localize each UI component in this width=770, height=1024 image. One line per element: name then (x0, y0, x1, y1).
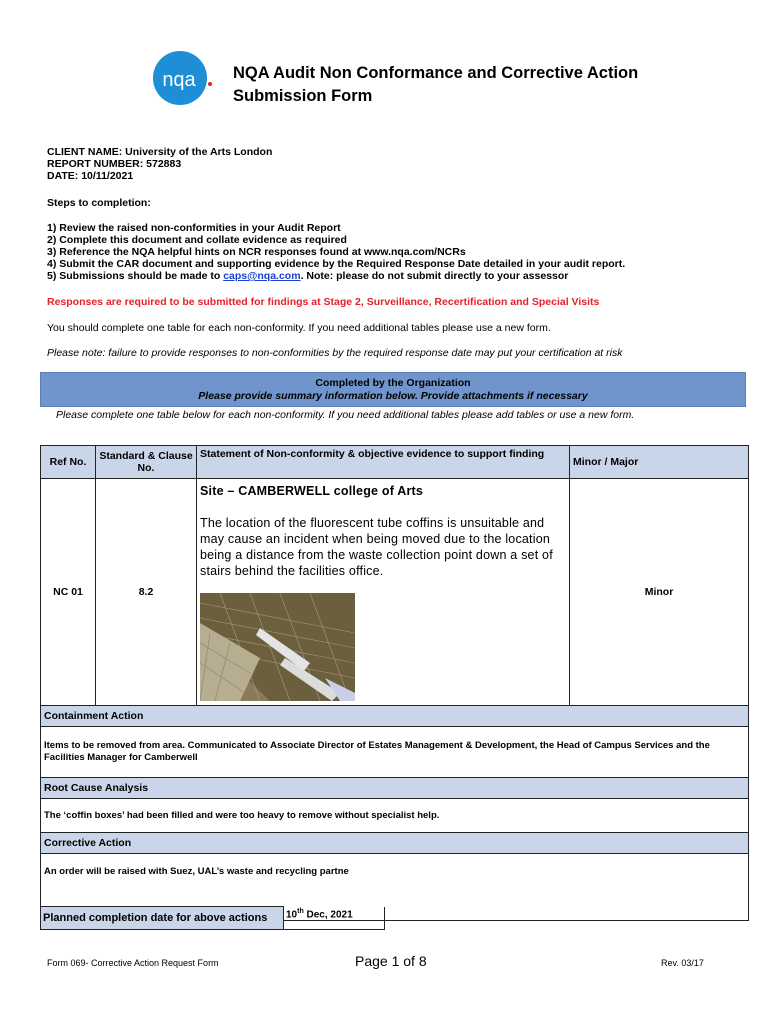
grade-header: Minor / Major (570, 446, 749, 479)
report-date: DATE: 10/11/2021 (47, 170, 134, 182)
planned-row (40, 906, 385, 930)
step-item: 5) Submissions should be made to caps@nqa.com. Note: please do not submit directly to your assessor (47, 270, 569, 282)
planned-label: Planned completion date for above actions (41, 907, 284, 930)
table-note: You should complete one table for each non-conformity. If you need additional tables please use a new form. (47, 322, 551, 334)
corrective-text: An order will be raised with Suez, UAL’s waste and recycling partne (41, 854, 749, 921)
statement-text: The location of the fluorescent tube coffins is unsuitable and may cause an incident when being moved due to the location being a distance from the waste collection point down a set of stairs behind the facilities office. (200, 516, 553, 578)
clause-cell: 8.2 (96, 479, 197, 706)
evidence-photo (200, 593, 566, 701)
steps-list (47, 222, 625, 282)
statement-header: Statement of Non-conformity & objective evidence to support finding (197, 446, 570, 479)
page-title: NQA Audit Non Conformance and Corrective Action Submission Form (233, 64, 639, 105)
table-row (41, 479, 749, 706)
planned-date: 10th Dec, 2021 (284, 907, 385, 930)
site-label: Site – CAMBERWELL college of Arts (200, 484, 424, 498)
step-item: 4) Submit the CAR document and supporting evidence by the Required Response Date detailed in your audit report. (47, 258, 626, 270)
clause-header: Standard & Clause No. (96, 446, 197, 479)
footer-rev: Rev. 03/17 (661, 958, 704, 968)
step-item: 2) Complete this document and collate evidence as required (47, 234, 347, 246)
footer-form: Form 069- Corrective Action Request Form (47, 958, 219, 968)
client-info (47, 146, 272, 182)
stage-notice: Responses are required to be submitted for findings at Stage 2, Surveillance, Recertification and Special Visits (47, 296, 600, 308)
client-name: CLIENT NAME: University of the Arts London (47, 146, 273, 158)
ref-header: Ref No. (41, 446, 96, 479)
containment-heading: Containment Action (41, 706, 749, 727)
root-cause-heading: Root Cause Analysis (41, 778, 749, 799)
logo-text: nqa (162, 69, 196, 91)
risk-note: Please note: failure to provide responses to non-conformities by the required response date may put your certification at risk (47, 347, 623, 359)
nc-header-row (41, 446, 749, 479)
ref-cell: NC 01 (41, 479, 96, 706)
root-cause-text: The ‘coffin boxes’ had been filled and were too heavy to remove without specialist help. (41, 799, 749, 833)
page-number: Page 1 of 8 (355, 953, 427, 969)
org-note: Please complete one table below for each non-conformity. If you need additional tables please add tables or use a new form. (56, 409, 635, 421)
nqa-logo (152, 50, 212, 106)
step-item: 1) Review the raised non-conformities in your Audit Report (47, 222, 341, 234)
containment-text: Items to be removed from area. Communicated to Associate Director of Estates Management & Development, the Head of Campus Services and the Facilities Manager for Camberwell (41, 727, 749, 778)
report-number: REPORT NUMBER: 572883 (47, 158, 182, 170)
grade-cell: Minor (570, 479, 749, 706)
organization-band: Completed by the Organization Please provide summary information below. Provide attachments if necessary (40, 372, 746, 407)
corrective-heading: Corrective Action (41, 833, 749, 854)
caps-email-link[interactable]: caps@nqa.com (223, 270, 301, 282)
step-item: 3) Reference the NQA helpful hints on NCR responses found at www.nqa.com/NCRs (47, 246, 466, 258)
steps-heading: Steps to completion: (47, 197, 151, 209)
nc-table (40, 445, 746, 921)
